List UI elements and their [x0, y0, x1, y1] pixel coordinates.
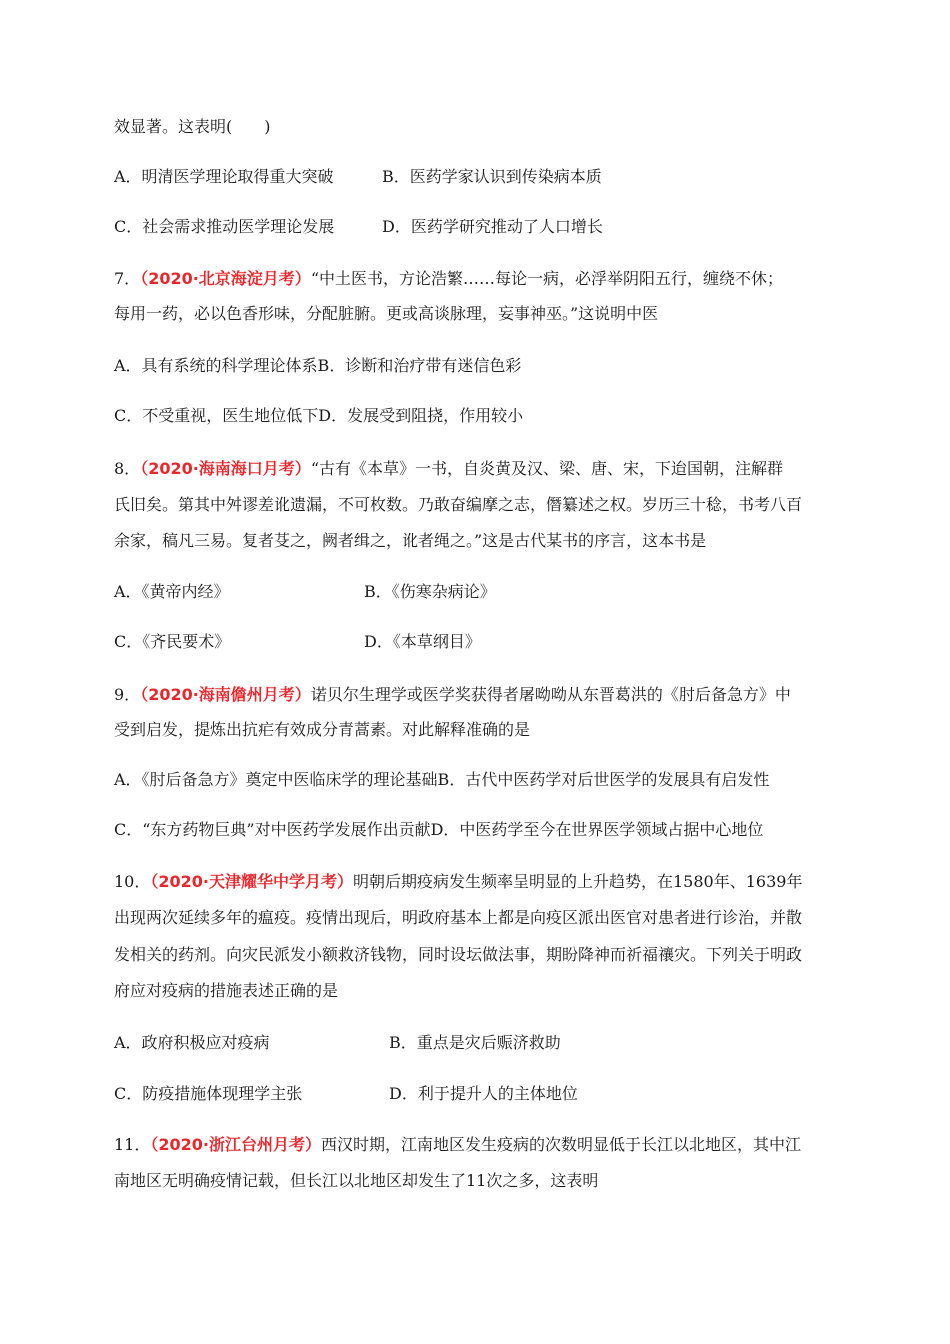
q6-stem-tail: 效显著。这表明( ): [114, 117, 271, 136]
q9-source-tag: （2020·海南儋州月考）: [140, 685, 311, 704]
q10-option-a: A．政府积极应对疫病: [114, 1033, 270, 1052]
q11-number: 11．: [114, 1135, 151, 1154]
q10-stem-line4: 府应对疫病的措施表述正确的是: [114, 981, 339, 1000]
q6-option-d: D．医药学研究推动了人口增长: [382, 217, 603, 236]
q11-text1: 西汉时期，江南地区发生疫病的次数明显低于长江以北地区，其中江: [321, 1135, 802, 1154]
q8-number: 8．: [114, 459, 141, 478]
q10-option-b: B．重点是灾后赈济救助: [389, 1033, 561, 1052]
q8-option-d: D．《本草纲目》: [364, 632, 481, 651]
q8-stem-line2: 氏旧矣。第其中舛谬差讹遗漏，不可枚数。乃敢奋编摩之志，僭纂述之权。岁历三十稔，书考八百: [114, 495, 803, 514]
q8-source-tag: （2020·海南海口月考）: [140, 459, 311, 478]
q7-source-tag: （2020·北京海淀月考）: [140, 269, 311, 288]
q10-option-c: C．防疫措施体现理学主张: [114, 1084, 303, 1103]
q10-option-d: D．利于提升人的主体地位: [389, 1084, 578, 1103]
q8-option-a: A．《黄帝内经》: [114, 582, 230, 601]
q8-stem-line3: 余家，稿凡三易。复者芟之，阙者缉之，讹者绳之。”这是古代某书的序言，这本书是: [114, 531, 707, 550]
q10-stem-line3: 发相关的药剂。向灾民派发小额救济钱物，同时设坛做法事，期盼降神而祈福禳灾。下列关于明政: [114, 945, 803, 964]
q9-options-ab: A．《肘后备急方》奠定中医临床学的理论基础B．古代中医药学对后世医学的发展具有启发性: [114, 770, 770, 789]
q11-stem-line1: [114, 1134, 801, 1156]
q7-text1: “中土医书，方论浩繁……每论一病，必浮举阴阳五行，缠绕不休；: [310, 269, 783, 288]
q7-stem-line1: [114, 268, 783, 290]
q10-number: 10．: [114, 872, 151, 891]
q10-text1: 明朝后期疫病发生频率呈明显的上升趋势，在1580年、1639年: [353, 872, 803, 891]
q7-stem-line2: 每用一药，必以色香形味，分配脏腑。更或高谈脉理，妄事神巫。”这说明中医: [114, 304, 659, 323]
q10-stem-line2: 出现两次延续多年的瘟疫。疫情出现后，明政府基本上都是向疫区派出医官对患者进行诊治，并散: [114, 908, 803, 927]
q7-options-cd: C．不受重视，医生地位低下D．发展受到阻挠，作用较小: [114, 406, 524, 425]
q9-number: 9．: [114, 685, 141, 704]
q9-stem-line1: [114, 684, 791, 706]
q6-option-a: A．明清医学理论取得重大突破: [114, 167, 334, 186]
q8-stem-line1: [114, 458, 783, 480]
q8-option-c: C．《齐民要术》: [114, 632, 231, 651]
q10-stem-line1: [114, 871, 802, 893]
q10-source-tag: （2020·天津耀华中学月考）: [150, 872, 353, 891]
q8-text1: “古有《本草》一书，自炎黄及汉、梁、唐、宋，下迨国朝，注解群: [310, 459, 783, 478]
q9-options-cd: C．“东方药物巨典”对中医药学发展作出贡献D．中医药学至今在世界医学领域占据中心地位: [114, 820, 764, 839]
q8-option-b: B．《伤寒杂病论》: [364, 582, 496, 601]
q6-option-b: B．医药学家认识到传染病本质: [382, 167, 602, 186]
q6-option-c: C．社会需求推动医学理论发展: [114, 217, 335, 236]
q9-text1: 诺贝尔生理学或医学奖获得者屠呦呦从东晋葛洪的《肘后备急方》中: [310, 685, 791, 704]
q11-source-tag: （2020·浙江台州月考）: [150, 1135, 321, 1154]
q11-stem-line2: 南地区无明确疫情记载，但长江以北地区却发生了11次之多，这表明: [114, 1171, 599, 1190]
q7-options-ab: A．具有系统的科学理论体系B．诊断和治疗带有迷信色彩: [114, 356, 522, 375]
q9-stem-line2: 受到启发，提炼出抗疟有效成分青蒿素。对此解释准确的是: [114, 720, 531, 739]
q7-number: 7．: [114, 269, 141, 288]
